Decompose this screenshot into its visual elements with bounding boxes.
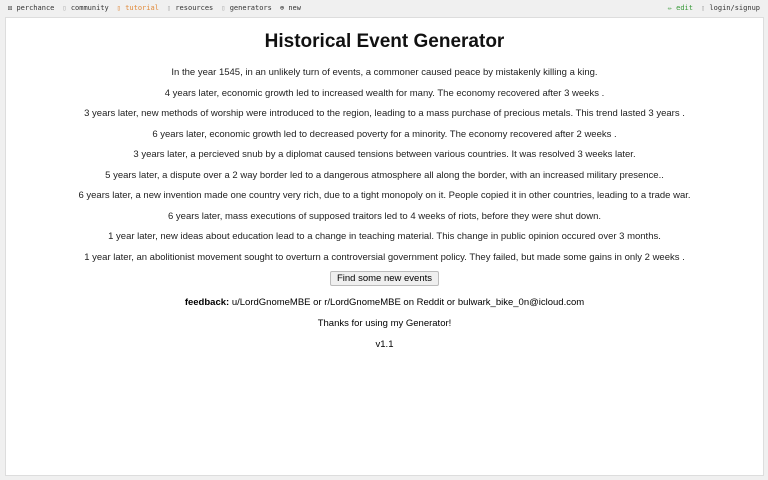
top-nav-bar <box>0 0 768 16</box>
feedback-line <box>6 292 763 313</box>
event-line: 1 year later, new ideas about education lead to a change in teaching material. This change in public opinion occured over 3 months. <box>108 231 661 242</box>
event-line: 1 year later, an abolitionist movement sought to overturn a controversial government policy. They failed, but made some gains in only 2 weeks . <box>84 251 685 263</box>
edit-label: edit <box>676 4 693 12</box>
community-label: community <box>70 4 109 12</box>
dice-icon: ⚄ <box>8 4 13 12</box>
event-line: 6 years later, mass executions of supposed traitors led to 4 weeks of riots, before they were shut down. <box>167 210 601 222</box>
generator-frame <box>5 17 764 476</box>
event-line: 6 years later, economic growth led to decreased poverty for a minority. The economy recovered after 2 weeks . <box>152 128 617 140</box>
pencil-icon: ✏ <box>667 4 672 12</box>
edit-link[interactable] <box>668 4 693 12</box>
resources-link[interactable] <box>167 4 213 12</box>
tutorial-icon: ▯ <box>116 4 121 12</box>
page-title: Historical Event Generator <box>264 31 505 52</box>
event-line: 6 years later, a new invention made one country very rich, due to a tight monopoly on it. People copied it in other countries, leading to a trade war. <box>78 190 691 201</box>
tutorial-link[interactable] <box>117 4 159 12</box>
tutorial-label: tutorial <box>125 4 159 12</box>
event-line: 4 years later, economic growth led to increased wealth for many. The economy recovered after 3 weeks . <box>164 87 605 99</box>
community-link[interactable] <box>62 4 108 12</box>
feedback-text: u/LordGnomeMBE or r/LordGnomeMBE on Reddit or bulwark_bike_0n@icloud.com <box>231 297 585 308</box>
community-icon: ▯ <box>62 4 67 12</box>
generators-icon: ▯ <box>221 4 226 12</box>
login-label: login/signup <box>709 4 760 12</box>
thanks-text: Thanks for using my Generator! <box>317 318 452 329</box>
find-new-events-button[interactable]: Find some new events <box>330 271 439 286</box>
generators-link[interactable] <box>221 4 272 12</box>
user-icon: ▯ <box>700 4 706 12</box>
new-label: new <box>288 4 301 12</box>
resources-label: resources <box>175 4 214 12</box>
generators-label: generators <box>229 4 272 12</box>
resources-icon: ▯ <box>166 4 172 12</box>
version-text: v1.1 <box>375 339 394 350</box>
perchance-home-link[interactable] <box>8 4 54 12</box>
login-link[interactable] <box>701 4 760 12</box>
event-line: 3 years later, new methods of worship were introduced to the region, leading to a mass purchase of precious metals. This trend lasted 3 years . <box>84 108 685 119</box>
event-line: 5 years later, a dispute over a 2 way border led to a dangerous atmosphere all along the border, with an increased military presence.. <box>105 169 664 181</box>
plus-circle-icon: ⊕ <box>279 4 285 12</box>
new-link[interactable] <box>280 4 301 12</box>
perchance-label: perchance <box>16 4 55 12</box>
event-list <box>6 63 763 268</box>
event-line: In the year 1545, in an unlikely turn of events, a commoner caused peace by mistakenly killing a king. <box>171 67 598 78</box>
feedback-label: feedback: <box>184 297 230 308</box>
event-line: 3 years later, a percieved snub by a diplomat caused tensions between various countries. It was resolved 3 weeks later. <box>133 149 636 160</box>
